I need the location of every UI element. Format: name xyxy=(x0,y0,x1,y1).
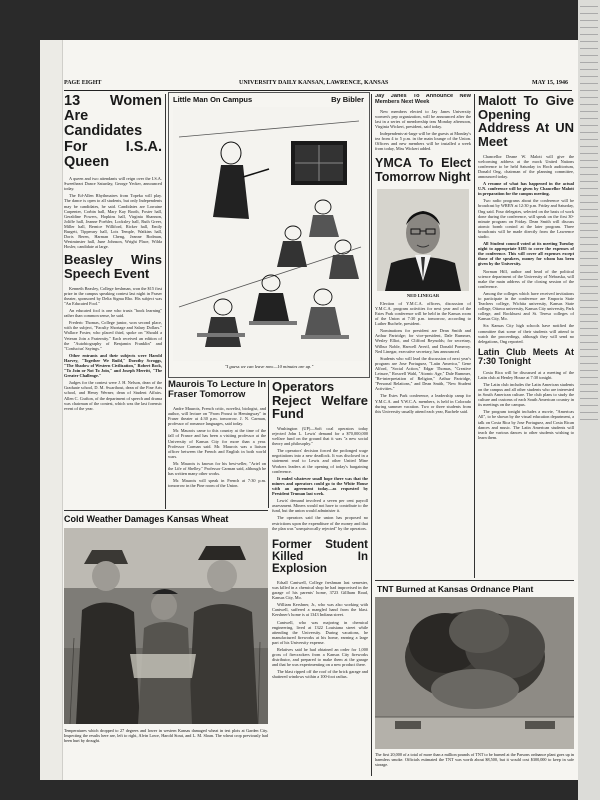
ymca-paragraph-3: Students who will lead the discussion of next year's program are Jose Portuguez, "Latin America," Gene Alford, "Social Action," Edgar Thomas, "Creative Leisure," Roswell Wahl, "Atomic Age," Dale Rummer, "Re-interpretation of Religion," Arthur Partridge, "Personal Relations," and Dean Smith, "New Student Activities." xyxy=(375,355,471,392)
wheat-field-photo xyxy=(64,528,268,724)
ymca-paragraph-4: The Estes Park conference, a leadership camp for Y.M.C.A. and Y.W.C.A. members, is held in Colorado during summer vacation. Two or three students from this University usually attend each year, Buchele said. xyxy=(375,393,471,414)
malott-paragraph-2: A resume of what has happened in the actual U.N. conference will be given by Chancellor Malott in preparation for the campus meeting. xyxy=(478,181,574,197)
cartoon-title: Little Man On Campus xyxy=(173,95,253,104)
welfare-headline: Operators Reject Welfare Fund xyxy=(272,380,368,422)
ymca-photo-caption: NED LINEGAR xyxy=(406,292,440,298)
tnt-caption: The first 20,000 of a total of more than a million pounds of TNT to be burned at the Parsons ordnance plant goes up in harmless smoke. Officials estimated the TNT was worth about $8,500, but it would cost $300,000 to keep in safe storage. xyxy=(375,752,574,767)
welfare-paragraph-3: It ended whatever small hope there was that the miners and operators could go to the White House with an agreement today—as requested by President Truman last week. xyxy=(272,475,368,497)
cartoon-drawing xyxy=(173,107,365,361)
student-killed-paragraph-2: William Kershner, Jr., who was also working with Cantwell, suffered a mangled hand from the blast. Kershner's home is at 1343 Indiana street. xyxy=(272,602,368,618)
jayjanes-headline: Jay Janes To Announce New Members Next Week xyxy=(375,94,471,105)
wheat-photo xyxy=(64,528,268,724)
malott-paragraph-3: Two radio programs about the conference will be broadcast by WREN at 12:30 p.m. Friday and Saturday, Ong said. Four delegates, selected on the basis of work done during the conference, will speak on the first 30-minute program on Friday. Dean Smith will discuss atomic bomb control at the later program. Three broadcasts will be made directly from the Lawrence studio. xyxy=(478,198,574,239)
maurois-paragraph-4: Mr. Maurois will speak in French at 7:30 p.m. tomorrow in the Pine room of the Union. xyxy=(168,478,266,489)
section-rule xyxy=(64,510,268,511)
portrait-photo xyxy=(377,189,469,291)
welfare-paragraph-1: Washington (UP)—Soft coal operators today rejected John L. Lewis' demand for a $70,000,000 welfare fund on the ground that it was "a new social theory and philosophy." xyxy=(272,425,368,447)
queen-paragraph-2: The Ed-Allen Rhythmaires from Topeka will play. The dance is open to all students, but only Independents may be candidates, he said. Candidates are Lorraine Carpenter, Corbin hall, Mary Kay Booth, Foster hall, Geraldine Powers, Hopkins hall, Virginia Shannon, Joliffe hall, Jeanne Poehler, Locksley hall, Ruth Greer, Miller hall, Bernice Williford, Ricker hall, Emily Burgett, Tipperary hall, Lois Temple, Watkins hall, Doris Beren, Harman Cheng, Jeanne Bodman, Westminster hall, June Johnson, Wright Place, Wilda Hosler, candidate at large. xyxy=(64,193,162,250)
ymca-headline: YMCA To Elect Tomorrow Night xyxy=(375,156,471,184)
student-killed-paragraph-5: The blast ripped off the roof of the brick garage and shattered windows within a 100-foot radius. xyxy=(272,669,368,680)
column-5 xyxy=(478,94,574,578)
malott-paragraph-5: Norman Hill, author and head of the political science department of the University of Nebraska, will make the main address of the closing session of the conference. xyxy=(478,268,574,289)
cartoon-caption: "I guess we can leave now—10 minutes are up." xyxy=(224,364,314,369)
malott-headline: Malott To Give Opening Address At UN Meet xyxy=(478,94,574,149)
ymca-paragraph-1: Election of Y.M.C.A. officers, discussion of Y.M.C.A. program activities for next year and of the Estes Park conference will be held in the Kansas room of the Union at 7:30 p.m. tomorrow, according to Luther Buchele, president. xyxy=(375,300,471,327)
smoke-cloud-photo xyxy=(375,597,574,749)
ymca-paragraph-2: Nominations for president are Dean Smith and Arthur Partridge; for vice-president, Dale Rummer, Wesley Elliot, and Clifford Reynolds; for secretary, Wilbur Noble, Harwell Averil, and Donald Pomeroy. Ned Linegar, executive secretary, has announced. xyxy=(375,328,471,354)
malott-paragraph-7: Six Kansas City high schools have notified the committee that some of their students will attend to watch the proceedings, although they will send no delegations, Ong reported. xyxy=(478,323,574,344)
latin-paragraph-2: The Latin club includes the Latin American students on the campus and all other students who are interested in South American culture. The club plans to study the culture and customs of each South American country in its meetings on the campus. xyxy=(478,381,574,408)
column-rule xyxy=(165,94,166,509)
welfare-paragraph-5: The operators said the union has proposed no restrictions upon the expenditure of the money and that the plan was "unequivocally rejected" by the operators. xyxy=(272,515,368,531)
queen-headline: 13 Women Are Candidates For I.S.A. Queen xyxy=(64,94,162,170)
student-killed-paragraph-3: Cantwell, who was majoring in chemical engineering, lived at 1322 Louisiana street while attending the University. During vacations, he manufactured fireworks at his home, earning a large part of his University expense. xyxy=(272,619,368,645)
masthead xyxy=(64,78,572,91)
jayjanes-paragraph-1: New members elected to Jay Janes University women's pep organization, will be announced after the last in a series of membership teas Monday afternoon, Virginia Wickert, president, said today. xyxy=(375,108,471,129)
wheat-headline: Cold Weather Damages Kansas Wheat xyxy=(64,514,229,524)
jayjanes-paragraph-2: Independents-at-large will be the guests at Monday's tea from 4 to 5 p.m. in the main lounge of the Union. Officers and new members will be installed a week from today, Miss Wickert added. xyxy=(375,131,471,152)
beasley-paragraph-3: Frederic Thomas, College junior, won second place, with the subject, "Faculty Shortage and Salary Dollars." Wallace Foster, who placed third, spoke on "Should a Veteran Join a Fraternity." Each received an edition of the "Autobiography of Benjamin Franklin" and "Confucius' Sayings." xyxy=(64,320,162,351)
column-1 xyxy=(64,94,162,506)
column-rule xyxy=(371,94,372,776)
student-killed-paragraph-1: Edsall Cantwell, College freshman last semester, was killed in a chemical shop he had improvised in the garage of his parents' home, 3723 Gillham Road, Kansas City, Mo. xyxy=(272,579,368,601)
student-killed-headline: Former Student Killed In Explosion xyxy=(272,538,368,575)
beasley-paragraph-5: Judges for the contest were J. H. Nelson, dean of the Graduate school, D. M. Swarthout, dean of the Fine Arts school, and Henry Werner, dean of Student Affairs. Allen C. Crafton, of the department of speech and drama was chairman of the contest, which was the last forensic event of the year. xyxy=(64,380,162,411)
beasley-paragraph-1: Kenneth Beasley, College freshman, won the $15 first prize in the campus speaking contest last night in Fraser theater, sponsored by Delta Sigma Rho. His subject was "An Educated Fool." xyxy=(64,285,162,306)
paper-name: UNIVERSITY DAILY KANSAN, LAWRENCE, KANSAS xyxy=(239,80,389,86)
maurois-paragraph-3: Mr. Maurois is known for his best-seller, "Ariel on the Life of Shelley." Professor Carman said, although he has written many other works. xyxy=(168,460,266,477)
welfare-column xyxy=(272,380,368,776)
issue-date: MAY 15, 1946 xyxy=(531,80,568,86)
tnt-headline: TNT Burned at Kansas Ordnance Plant xyxy=(377,584,534,594)
adjacent-page-edge xyxy=(578,0,600,800)
welfare-paragraph-2: The operators' decision forced the prolonged wage negotiations into a new deadlock. It was disclosed in a statement read to Lewis and other United Mine Workers leaders at the opening of today's bargaining conference. xyxy=(272,448,368,474)
student-killed-paragraph-4: Relatives said he had obtained an order for 1,000 gross of firecrackers from a Kansas City fireworks distributor, and prepared to make them at the garage and that he was experimenting on a new product there. xyxy=(272,647,368,668)
cartoon-byline: By Bibler xyxy=(331,95,364,104)
welfare-paragraph-4: Lewis' demand involved a seven per cent payroll assessment. Miners would not have to contribute to the fund, but the union would administer it. xyxy=(272,498,368,514)
latin-headline: Latin Club Meets At 7:30 Tonight xyxy=(478,346,574,367)
malott-paragraph-1: Chancellor Deane W. Malott will give the welcoming address at the mock United Nations conference to be held Saturday in Hoch auditorium, Donald Ong, chairman of the planning committee, announced today. xyxy=(478,153,574,179)
latin-paragraph-1: Costa Rica will be discussed at a meeting of the Latin club at Henley House at 7:30 tonight. xyxy=(478,369,574,380)
ymca-photo xyxy=(377,189,469,291)
maurois-headline: Maurois To Lecture In Fraser Tomorrow xyxy=(168,380,266,400)
maurois-story xyxy=(168,380,266,508)
binding-margin xyxy=(40,40,63,780)
column-rule xyxy=(268,380,269,508)
cartoon-box xyxy=(168,92,370,378)
maurois-paragraph-1: Andre Maurois, French critic, novelist, biologist, and author, will lecture on "From Proust to Hemingway" in Fraser theater at 4:30 p.m. tomorrow. J. N. Carman, professor of romance languages, said today. xyxy=(168,405,266,427)
section-rule xyxy=(375,580,574,581)
beasley-headline: Beasley Wins Speech Event xyxy=(64,252,162,282)
malott-paragraph-6: Among the colleges which have received invitations to participate in the conference are Emporia State Teachers college, Wichita university, Kansas State college, Ottawa university, Kansas City university, Park college, and Rockhurst and St. Teresa colleges of Kansas City, Mo. xyxy=(478,290,574,322)
wheat-caption: Temperatures which dropped to 27 degrees and lower in western Kansas damaged wheat in test plots at Garden City. Inspecting the results here are, left to right, Alvin Lowe, Harold Stout, and L. M. Sloan. The wheat crop previously had been hurt by drought. xyxy=(64,728,268,743)
beasley-paragraph-2: An educated fool is one who trusts "book learning" rather than common sense, he said. xyxy=(64,308,162,319)
maurois-paragraph-2: Mr. Maurois came to this country at the time of the fall of France and has been a visiting professor at the University of Kansas City for more than a year. Professor Carman said. Mr. Maurois was a liaison officer between the French and English in both world wars. xyxy=(168,428,266,459)
queen-paragraph-1: A queen and two attendants will reign over the I.S.A. Sweetheart Dance Saturday, George Yecker, announced today. xyxy=(64,176,162,192)
beasley-paragraph-4: Other entrants and their subjects were Harold Harvey, "Together We Build," Dorothy Scroggs, "The Shadow of Western Civilization," Robert Bock, "To Join or Not To Join," and Joseph Merritt, "The Greater Challenge." xyxy=(64,352,162,379)
malott-paragraph-4: All Student council voted at its meeting Tuesday night to appropriate $185 to cover the expenses of the conference. This will cover all expenses except those of the speakers, money for whom has been given by the University. xyxy=(478,241,574,267)
newspaper-page xyxy=(40,40,578,780)
column-4 xyxy=(375,94,471,574)
tnt-photo xyxy=(375,597,574,749)
page-label: PAGE EIGHT xyxy=(64,80,102,86)
latin-paragraph-3: The program tonight includes a movie, "Americas All", to be shown by the visual education department, a talk on Costa Rica by Jose Portuguez, and Costa Rican dances and music. The Latin American students will teach the various dances to other students wishing to learn them. xyxy=(478,409,574,440)
column-rule xyxy=(474,94,475,578)
